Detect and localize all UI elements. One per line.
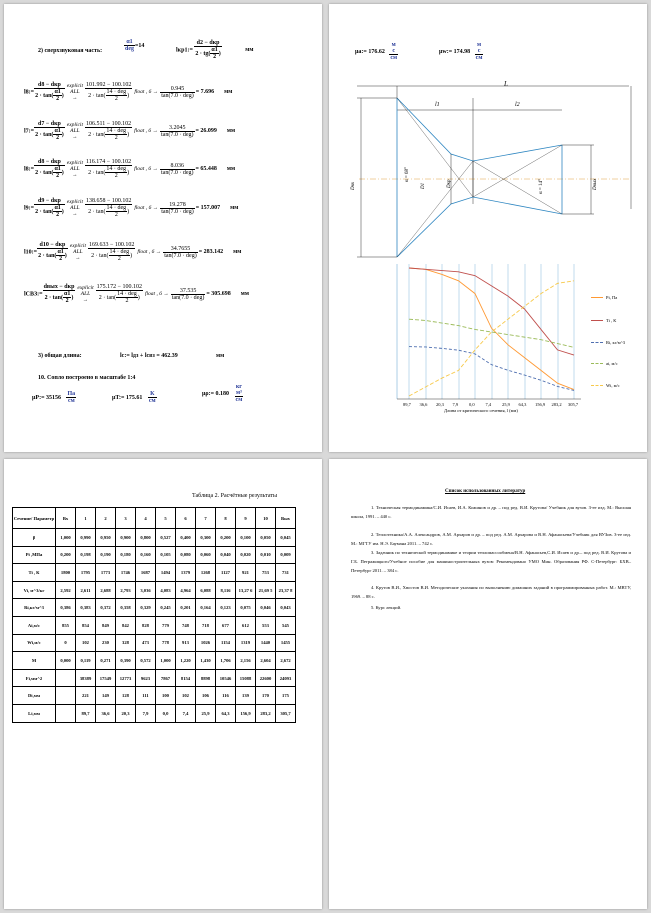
calc-row: l8:= d8 − dкр 2 · tan( $\frac{\alpha 1}{2}$ ) explicit ALL → 101.992 − 100.102 2 · tan( $\frac{\text{14 · deg}}{2}$ ) float , 6 → $\frac{0.945}{\text{tan(7.0 · deg)}}$ = 7.696 мм: [24, 82, 233, 102]
x-tick-label: 7,9: [452, 402, 459, 407]
label-l2: l2: [515, 102, 520, 108]
x-tick-label: 0,0: [469, 402, 475, 407]
mu-w: μw:= 174.98 м с см: [439, 42, 483, 61]
series-line: [409, 281, 574, 396]
label-Dvh: Dвх: [351, 181, 356, 190]
x-tick-label: 283,2: [551, 402, 562, 407]
series-line: [409, 347, 574, 391]
x-tick-label: 64,3: [518, 402, 527, 407]
table-row: Ai,м/с 855 854 849 842 828 779 748 718 677 612 553 545: [13, 616, 296, 634]
page-1: [4, 4, 322, 452]
chart-lines: [409, 268, 574, 396]
lcr-definition: lкр1:= d2 − dкр 2 · tg( $\frac{\alpha 1}{2}$ ) мм: [176, 40, 254, 60]
page-3: [4, 459, 322, 909]
table-row: Li,мм 89,7 36,6 20,3 7,9 0,0 7,4 25,9 64,3 156,9 283,2 305,7: [13, 704, 296, 722]
label-alpha2: α = 14°: [539, 179, 544, 194]
total-length-formula: lс:= lдз + lсвз = 462.39: [120, 353, 178, 359]
references-title: Список использованных литератур: [445, 489, 526, 494]
legend-item: Wi, м/с: [591, 383, 620, 388]
table-caption: Таблица 2. Расчётные результаты: [192, 493, 277, 499]
total-length-label: 3) общая длина:: [38, 353, 82, 359]
alpha-definition: $\frac{\alpha 1}{\text{deg}}$ =14: [125, 39, 145, 52]
total-length-unit: мм: [216, 353, 225, 359]
x-axis-label: Длина от критического сечения, l (мм): [444, 408, 518, 413]
label-Dkr: Dкр: [447, 179, 452, 188]
table-row: Сечение/ Параметр Вх 1 2 3 4 5 6 7 8 9 10 Вых: [13, 508, 296, 529]
supersonic-label: 2) сверхзвуковая часть:: [38, 48, 103, 54]
series-line: [409, 319, 574, 347]
calc-row: l10:= d10 − dкр 2 · tan( $\frac{\alpha 1}{2}$ ) explicit ALL → 169.633 − 100.102 2 · tan( $\frac{\text{14 · deg}}{2}$ ) float , 6 → $\frac{34.7655}{\text{tan(7.0 · deg)}}$ = 283.142 мм: [24, 242, 242, 262]
reference-item: 5. Курс лекций.: [371, 605, 402, 610]
label-alpha1: α = 68°: [405, 167, 410, 182]
legend-item: Ri, кг/м^3: [591, 340, 625, 345]
x-tick-label: 7,4: [485, 402, 492, 407]
table-row: Fi,мм^2 38389 17549 12773 9623 7867 8154 8898 10546 15088 22600 24093: [13, 669, 296, 687]
x-tick-label: 25,9: [502, 402, 510, 407]
table-row: Di,мм 221 149 128 111 100 102 106 116 139 170 175: [13, 687, 296, 705]
calc-row: lСВЗ:= dвых − dкр 2 · tan( $\frac{\alpha 1}{2}$ ) explicit ALL → 175.172 − 100.102 2 · tan( $\frac{\text{14 · deg}}{2}$ ) float , 6 → $\frac{37.535}{\text{tan(7.0 · deg)}}$ = 305.698 мм: [24, 284, 249, 304]
label-L: L: [504, 80, 508, 88]
calc-row: l7:= d7 − dкр 2 · tan( $\frac{\alpha 1}{2}$ ) explicit ALL → 106.511 − 100.102 2 · tan( $\frac{\text{14 · deg}}{2}$ ) float , 6 → $\frac{3.2045}{\text{tan(7.0 · deg)}}$ = 26.099 мм: [24, 121, 236, 141]
table-row: β 1,000 0,990 0,950 0,900 0,800 0,527 0,400 0,300 0,200 0,100 0,050 0,045: [13, 529, 296, 547]
table-row: Ti , К 1800 1795 1773 1746 1687 1494 1379 1268 1127 921 753 731: [13, 564, 296, 582]
x-tick-label: 305,7: [568, 402, 579, 407]
x-tick-label: 20,3: [436, 402, 444, 407]
label-D1: D1: [421, 182, 426, 189]
page-4: [329, 459, 647, 909]
page-2: [329, 4, 647, 452]
table-row: Vi, м^3/кг 2,592 2,611 2,688 2,793 3,036 4,083 4,964 6,088 8,116 13,27 6 21,69 5 23,37 8: [13, 581, 296, 599]
reference-item: 3. Задачник по технической термодинамике и теории тепломассообмена/В.Н. Афанасьев,С.И. Исаев и др.– под ред. В.И. Крутова и Г.Б. Петражицкого/Учебное пособие для машиностроительных вузов: Рекомендовано УМО Мин. Образования РФ. С-Петербург: БХВ–Петербург 2011. – 384 с.: [351, 550, 631, 573]
x-tick-label: 36,6: [419, 402, 428, 407]
mu-t: μT:= 175.61 $\frac{К}{см}$: [112, 391, 156, 404]
reference-item: 4. Крутов В.И., Хвостов В.И. Методические указания по выполнению домашних заданий в программированных работ. М.: МВТУ, 1969. – 88 с.: [351, 585, 631, 599]
series-line: [409, 268, 574, 355]
table-row: M 0,000 0,119 0,271 0,390 0,572 1,000 1,220 1,430 1,706 2,156 2,604 2,672: [13, 652, 296, 670]
table-row: Wi,м/с 0 102 230 328 473 778 913 1026 1154 1319 1440 1455: [13, 634, 296, 652]
calc-row: l8:= d8 − dкр 2 · tan( $\frac{\alpha 1}{2}$ ) explicit ALL → 116.174 − 100.102 2 · tan( $\frac{\text{14 · deg}}{2}$ ) float , 6 → $\frac{8.036}{\text{tan(7.0 · deg)}}$ = 65.448 мм: [24, 159, 236, 179]
x-tick-label: 156,9: [535, 402, 546, 407]
legend-item: Ti , К: [591, 318, 616, 323]
section-10: 10. Сопло построено в масштабе 1:4: [38, 375, 136, 381]
label-l1: l1: [435, 102, 440, 108]
mu-p: μP:= 35156 $\frac{Па}{см}$: [32, 391, 76, 404]
x-tick-label: 89,7: [403, 402, 411, 407]
legend-item: Pi, Па: [591, 295, 617, 300]
reference-item: 2. Теплотехника/А.А. Александров, А.М. Архаров и др. – под ред. А.М. Архарова и В.Н. Афанасьева/Учебник для ВУЗов. 3-ее изд. М.: МГТУ им. Н.Э. Баумана 2011. – 742 с.: [351, 532, 631, 546]
table-row: Ri,кг/м^3 0,386 0,383 0,372 0,358 0,329 0,245 0,201 0,164 0,123 0,075 0,046 0,043: [13, 599, 296, 617]
legend-item: ai, м/с: [591, 361, 618, 366]
reference-item: 1. Техническая термодинамика/С.И. Исаев, И.А. Кожинов и др. – под ред. В.И. Крутова/ Учебник для вузов. 3-ее изд. М.: Высшая школа, 1991. – 440 с.: [351, 505, 631, 519]
calc-row: l9:= d9 − dкр 2 · tan( $\frac{\alpha 1}{2}$ ) explicit ALL → 138.658 − 100.102 2 · tan( $\frac{\text{14 · deg}}{2}$ ) float , 6 → $\frac{19.278}{\text{tan(7.0 · deg)}}$ = 157.007 мм: [24, 198, 239, 218]
mu-a: μa:= 176.62 м с см: [355, 42, 398, 61]
label-Dvyh: Dвых: [593, 178, 598, 190]
table-row: Pi ,МПа 0,200 0,198 0,190 0,180 0,160 0,105 0,080 0,060 0,040 0,020 0,010 0,009: [13, 546, 296, 564]
results-table: [12, 507, 296, 723]
mu-rho: μρ:= 0.180 кг м³ см: [202, 384, 243, 403]
